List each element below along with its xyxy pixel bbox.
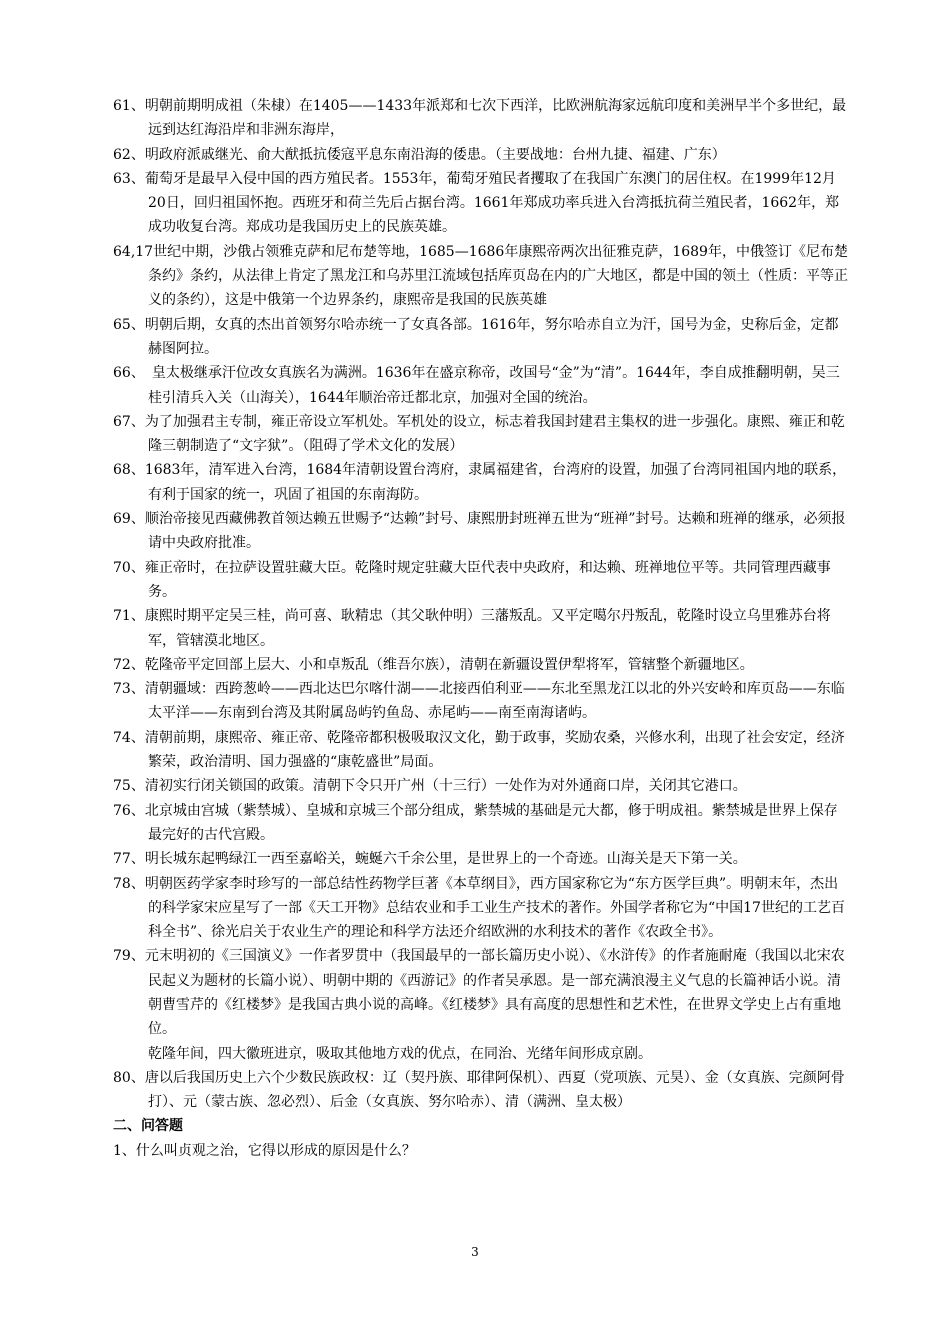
list-item: 64,17世纪中期，沙俄占领雅克萨和尼布楚等地，1685—1686年康熙帝两次出征雅克萨，1689年，中俄签订《尼布楚条约》条约，从法律上肯定了黑龙江和乌苏里江流域包括库页岛在内的广大地区，都是中国的领土（性质：平等正义的条约），这是中俄第一个边界条约，康熙帝是我国的民族英雄 [113, 243, 848, 309]
list-item: 61、明朝前期明成祖（朱棣）在1405——1433年派郑和七次下西洋，比欧洲航海家远航印度和美洲早半个多世纪，最远到达红海沿岸和非洲东海岸， [113, 98, 847, 139]
question-text: 1、什么叫贞观之治，它得以形成的原因是什么？ [113, 1142, 416, 1159]
list-item: 74、清朝前期，康熙帝、雍正帝、乾隆帝都积极吸取汉文化，勤于政事，奖励农桑，兴修水利，出现了社会安定，经济繁荣，政治清明、国力强盛的“康乾盛世”局面。 [113, 729, 845, 771]
page-number: 3 [471, 1245, 479, 1259]
list-item: 69、顺治帝接见西藏佛教首领达赖五世赐予“达赖”封号、康熙册封班禅五世为“班禅”封号。达赖和班禅的继承，必须报请中央政府批准。 [113, 511, 846, 552]
list-item: 65、明朝后期，女真的杰出首领努尔哈赤统一了女真各部。1616年，努尔哈赤自立为汗，国号为金，史称后金，定都赫图阿拉。 [113, 316, 839, 357]
list-item: 68、1683年，清军进入台湾，1684年清朝设置台湾府，隶属福建省，台湾府的设置，加强了台湾同祖国内地的联系，有利于国家的统一，巩固了祖国的东南海防。 [113, 462, 847, 503]
list-item: 77、明长城东起鸭绿江一西至嘉峪关，蜿蜒六千余公里，是世界上的一个奇迹。山海关是天下第一关。 [113, 851, 747, 868]
list-item: 71、康熙时期平定吴三桂，尚可喜、耿精忠（其父耿仲明）三藩叛乱。又平定噶尔丹叛乱，乾隆时设立乌里雅苏台将军，管辖漠北地区。 [113, 608, 831, 649]
list-item: 78、明朝医药学家李时珍写的一部总结性药物学巨著《本草纲目》，西方国家称它为“东方医学巨典”。明朝末年，杰出的科学家宋应星写了一部《天工开物》总结农业和手工业生产技术的著作。外国学者称它为“中国17世纪的工艺百科全书”、徐光启关于农业生产的理论和科学方法还介绍欧洲的水利技术的著作《农政全书》。 [113, 875, 845, 941]
list-item: 67、为了加强君主专制，雍正帝设立军机处。军机处的设立，标志着我国封建君主集权的进一步强化。康熙、雍正和乾隆三朝制造了“文字狱”。（阻碍了学术文化的发展） [113, 413, 845, 455]
list-item-continuation: 乾隆年间，四大徽班进京，吸取其他地方戏的优点，在同治、光绪年间形成京剧。 [148, 1045, 652, 1062]
list-item: 79、元末明初的《三国演义》一作者罗贯中（我国最早的一部长篇历史小说）、《水浒传》的作者施耐庵（我国以北宋农民起义为题材的长篇小说）、明朝中期的《西游记》的作者吴承恩。是一部充满浪漫主义气息的长篇神话小说。清朝曹雪芹的《红楼梦》是我国古典小说的高峰。《红楼梦》具有高度的思想性和艺术性，在世界文学史上占有重地位。 [113, 948, 845, 1038]
list-item: 62、明政府派戚继光、俞大猷抵抗倭寇平息东南沿海的倭患。（主要战地：台州九捷、福建、广东） [113, 146, 726, 163]
list-item: 73、清朝疆域：西跨葱岭——西北达巴尔喀什湖——北接西伯利亚——东北至黑龙江以北的外兴安岭和库页岛——东临太平洋——东南到台湾及其附属岛屿钓鱼岛、赤尾屿——南至南海诸屿。 [113, 681, 845, 722]
list-item: 72、乾隆帝平定回部上层大、小和卓叛乱（维吾尔族），清朝在新疆设置伊犁将军，管辖整个新疆地区。 [113, 656, 754, 673]
list-item: 76、北京城由宫城（紫禁城）、皇城和京城三个部分组成，紫禁城的基础是元大都，修于明成祖。紫禁城是世界上保存最完好的古代宫殿。 [113, 802, 838, 843]
list-item: 66、 皇太极继承汗位改女真族名为满洲。1636年在盛京称帝，改国号“金”为“清”。1644年，李自成推翻明朝，吴三桂引清兵入关（山海关），1644年顺治帝迁都北京，加强对全国的统治。 [113, 365, 840, 406]
list-item: 80、唐以后我国历史上六个少数民族政权：辽（契丹族、耶律阿保机）、西夏（党项族、元昊）、金（女真族、完颜阿骨打）、元（蒙古族、忽必烈）、后金（女真族、努尔哈赤）、清（满洲、皇太极） [113, 1069, 845, 1111]
page-body [113, 94, 848, 1163]
section-heading: 二、问答题 [113, 1118, 183, 1135]
list-item: 70、雍正帝时，在拉萨设置驻藏大臣。乾隆时规定驻藏大臣代表中央政府，和达赖、班禅地位平等。共同管理西藏事务。 [113, 559, 831, 600]
list-item: 75、清初实行闭关锁国的政策。清朝下令只开广州（十三行）一处作为对外通商口岸，关闭其它港口。 [113, 778, 747, 795]
list-item: 63、葡萄牙是最早入侵中国的西方殖民者。1553年，葡萄牙殖民者攫取了在我国广东澳门的居住权。在1999年12月20日，回归祖国怀抱。西班牙和荷兰先后占据台湾。1661年郑成功率兵进入台湾抵抗荷兰殖民者，1662年，郑成功收复台湾。郑成功是我国历史上的民族英雄。 [113, 170, 840, 236]
